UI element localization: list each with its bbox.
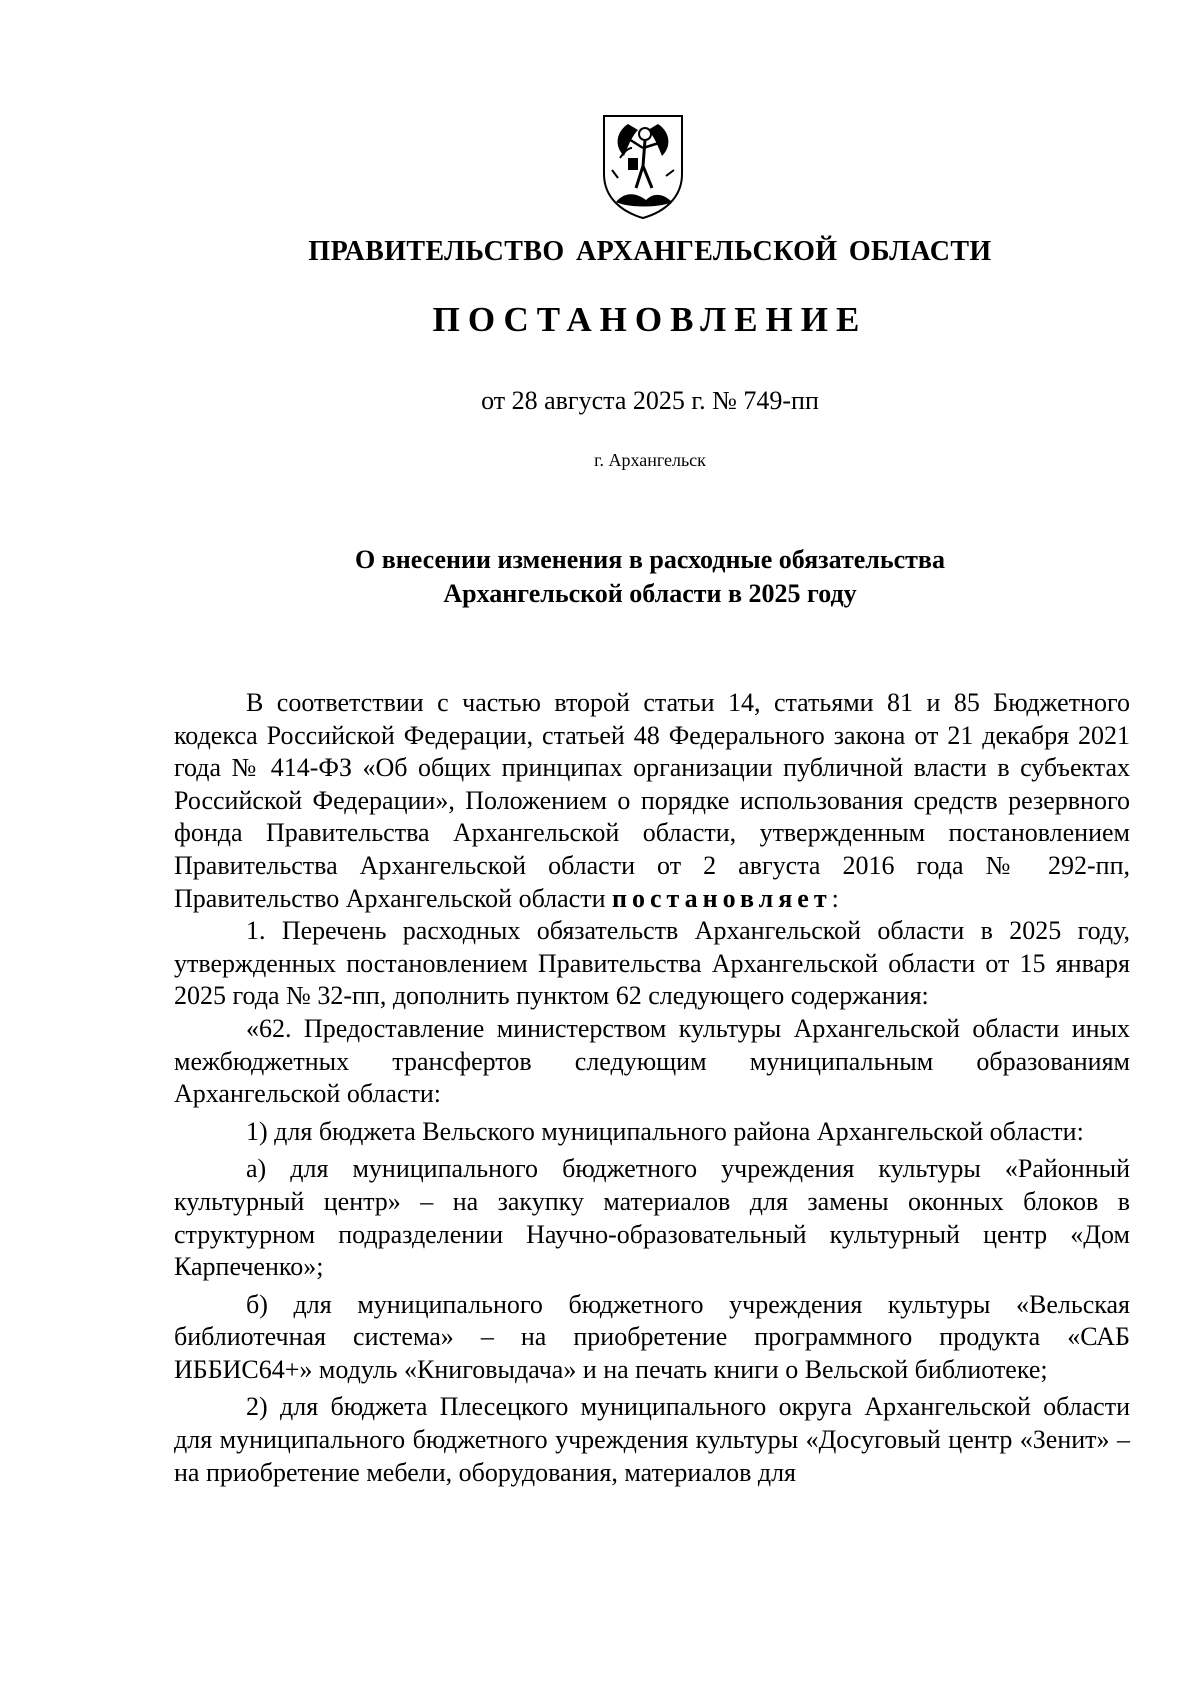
subject-line-1: О внесении изменения в расходные обязательства: [355, 545, 945, 574]
document-city: г. Архангельск: [594, 450, 706, 470]
subitem-2-paragraph: 2) для бюджета Плесецкого муниципального округа Архангельской области для муниципального бюджетного учреждения культуры «Досуговый центр «Зенит» – на приобретение мебели, оборудования, материалов для: [174, 1392, 1130, 1487]
intro-text: В соответствии с частью второй статьи 14, статьями 81 и 85 Бюджетного кодекса Российской Федерации, статьей 48 Федерального закона от 21 декабря 2021 года № 414-ФЗ «Об общих принципах организации публичной власти в субъектах Российской Федерации», Положением о порядке использования средств резервного фонда Правительства Архангельской области, утвержденным постановлением Правительства Архангельской области от 2 августа 2016 года № 292-пп, Правительство Архангельской области: [174, 688, 1130, 913]
document-date-number: от 28 августа 2025 г. № 749-пп: [481, 386, 819, 415]
item-62-paragraph: «62. Предоставление министерством культуры Архангельской области иных межбюджетных трансфертов следующим муниципальным образованиям Архангельской области:: [174, 1013, 1130, 1109]
item-1-paragraph: 1. Перечень расходных обязательств Архангельской области в 2025 году, утвержденных постановлением Правительства Архангельской области от 15 января 2025 года № 32-пп, дополнить пунктом 62 следующего содержания:: [174, 916, 1130, 1011]
subitem-1-paragraph: 1) для бюджета Вельского муниципального района Архангельской области:: [246, 1116, 1084, 1146]
intro-paragraph: [174, 687, 1130, 915]
organization-title: ПРАВИТЕЛЬСТВО АРХАНГЕЛЬСКОЙ ОБЛАСТИ: [308, 236, 992, 267]
decree-word: постановляет: [612, 883, 832, 913]
document-body: [174, 687, 1130, 1489]
document-subject: [0, 543, 1200, 611]
subitem-1b-paragraph: б) для муниципального бюджетного учреждения культуры «Вельская библиотечная система» – на приобретение программного продукта «САБ ИББИС64+» модуль «Книговыдача» и на печать книги о Вельской библиотеке;: [174, 1289, 1130, 1384]
subitem-1a-paragraph: а) для муниципального бюджетного учреждения культуры «Районный культурный центр» – на закупку материалов для замены оконных блоков в структурном подразделении Научно-образовательный культурный центр «Дом Карпеченко»;: [174, 1154, 1130, 1282]
coat-of-arms-icon: [598, 112, 688, 222]
decree-colon: :: [831, 883, 839, 913]
document-type-title: ПОСТАНОВЛЕНИЕ: [432, 300, 868, 339]
subject-line-2: Архангельской области в 2025 году: [443, 579, 857, 608]
